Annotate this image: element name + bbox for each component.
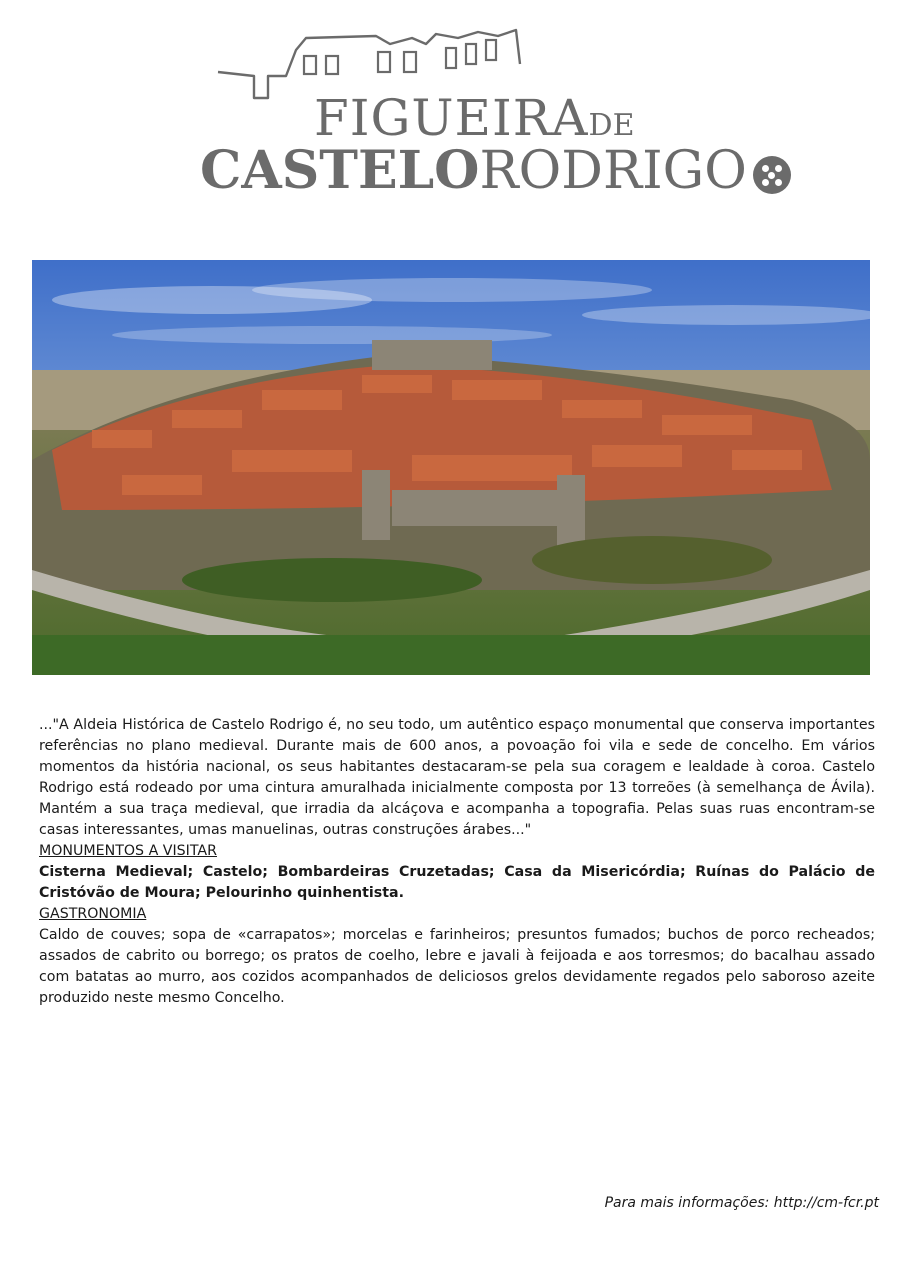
logo-title-line-2: CASTELORODRIGO — [200, 144, 736, 198]
monuments-heading: MONUMENTOS A VISITAR — [39, 843, 217, 859]
municipality-logo — [196, 26, 747, 201]
intro-paragraph: ..."A Aldeia Histórica de Castelo Rodrigo é, no seu todo, um autêntico espaço monumental que conserva importantes referências no plano medieval. Durante mais de 600 anos, a povoação foi vila e sede de concelho. Em vários momentos da história nacional, os seus habitantes destacaram-se pela sua coragem e lealdade à coroa. Castelo Rodrigo está rodeado por uma cintura amuralhada inicialmente composta por 13 torreões (à semelhança de Ávila). Mantém a sua traça medieval, que irradia da alcáçova e acompanha a topografia. Pelas suas ruas encontram-se casas interessantes, umas manuelinas, outras construções árabes..." — [39, 717, 875, 838]
gastronomy-heading: GASTRONOMIA — [39, 906, 147, 922]
more-info-footer: Para mais informações: http://cm-fcr.pt — [604, 1195, 879, 1211]
article-body — [39, 715, 875, 1009]
gastronomy-text: Caldo de couves; sopa de «carrapatos»; morcelas e farinheiros; presuntos fumados; buchos de porco recheados; assados de cabrito ou borrego; os pratos de coelho, lebre e javali à feijoada e aos torresmos; do bacalhau assado com batatas ao murro, aos cozidos acompanhados de deliciosos grelos devidamente regados pelo saboroso azeite produzido neste mesmo Concelho. — [39, 927, 875, 1006]
village-landscape-icon — [32, 260, 870, 675]
logo-title-line-1: FIGUEIRADE — [314, 89, 635, 147]
village-aerial-photo — [32, 260, 870, 675]
logo-dots-icon — [753, 156, 791, 194]
monuments-list: Cisterna Medieval; Castelo; Bombardeiras Cruzetadas; Casa da Misericórdia; Ruínas do Palácio de Cristóvão de Moura; Pelourinho quinhentista. — [39, 864, 875, 901]
